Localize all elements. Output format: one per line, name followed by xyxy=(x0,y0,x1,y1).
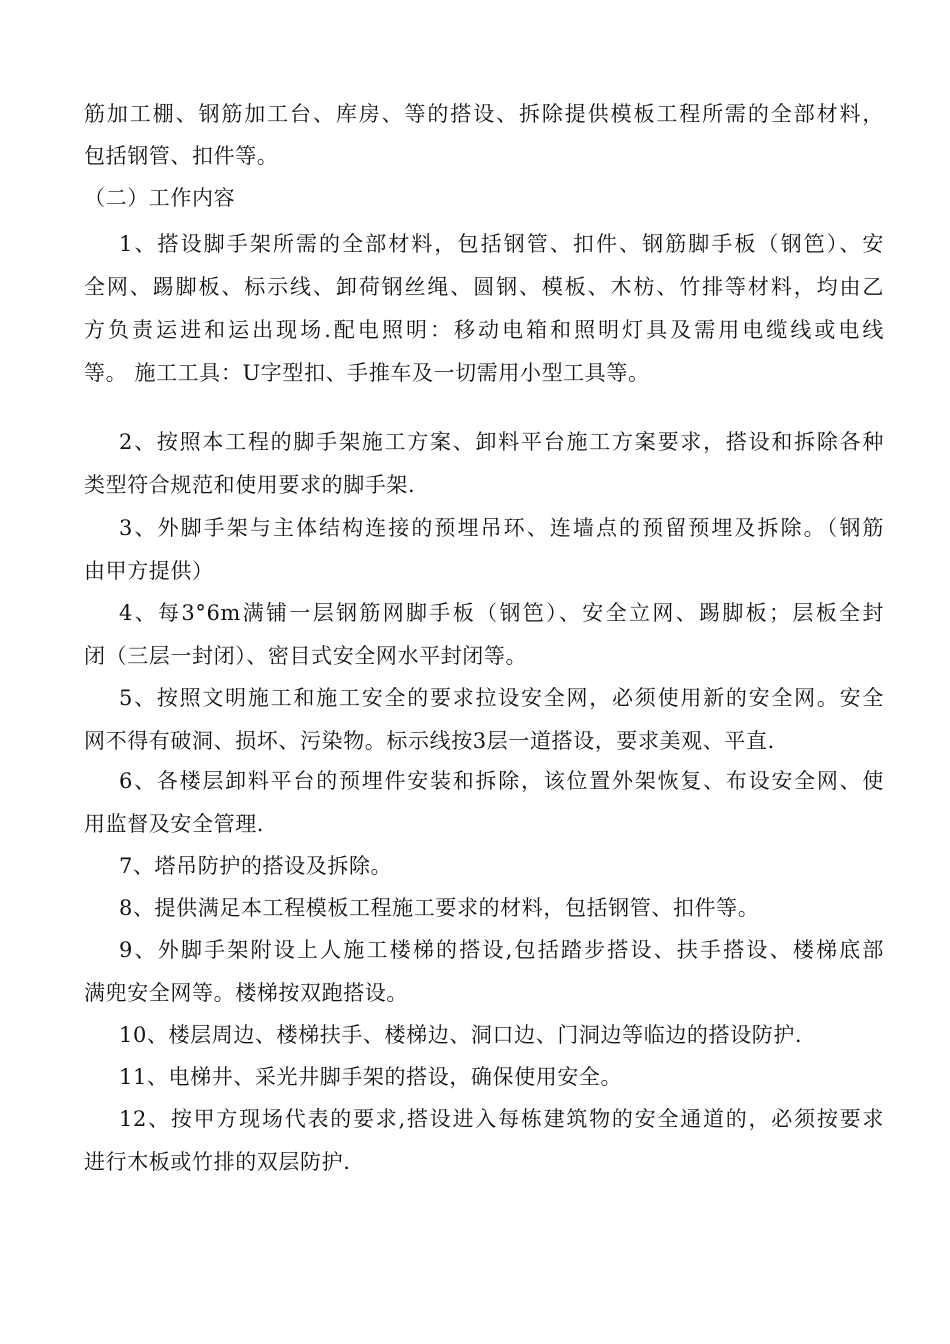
section-heading: （二）工作内容 xyxy=(84,186,236,210)
paragraph-line: 类型符合规范和使用要求的脚手架. xyxy=(84,473,416,497)
paragraph-line: 满兜安全网等。楼梯按双跑搭设。 xyxy=(84,981,408,1005)
paragraph-line: 7、塔吊防护的搭设及拆除。 xyxy=(119,854,393,878)
paragraph-line: 包括钢管、扣件等。 xyxy=(84,144,279,168)
paragraph-line: 9、外脚手架附设上人施工楼梯的搭设,包括踏步搭设、扶手搭设、楼梯底部 xyxy=(119,938,884,962)
paragraph-line: 4、每3°6m满铺一层钢筋网脚手板（钢笆）、安全立网、踢脚板；层板全封 xyxy=(119,601,884,625)
paragraph-line: 12、按甲方现场代表的要求,搭设进入每栋建筑物的安全通道的，必须按要求 xyxy=(119,1107,884,1131)
paragraph-line: 进行木板或竹排的双层防护. xyxy=(84,1150,351,1174)
paragraph-line: 全网、踢脚板、标示线、卸荷钢丝绳、圆钢、模板、木枋、竹排等材料，均由乙 xyxy=(84,275,884,299)
paragraph-line: 1、搭设脚手架所需的全部材料，包括钢管、扣件、钢筋脚手板（钢笆）、安 xyxy=(119,232,884,256)
paragraph-line: 用监督及安全管理. xyxy=(84,812,265,836)
paragraph-line: 11、电梯井、采光井脚手架的搭设，确保使用安全。 xyxy=(119,1065,623,1089)
paragraph-line: 10、楼层周边、楼梯扶手、楼梯边、洞口边、门洞边等临边的搭设防护. xyxy=(119,1023,803,1047)
paragraph-line: 闭（三层一封闭）、密目式安全网水平封闭等。 xyxy=(84,644,528,668)
paragraph-line: 8、提供满足本工程模板工程施工要求的材料，包括钢管、扣件等。 xyxy=(119,896,760,920)
paragraph-line: 网不得有破洞、损坏、污染物。标示线按3层一道搭设，要求美观、平直. xyxy=(84,729,775,753)
paragraph-line: 2、按照本工程的脚手架施工方案、卸料平台施工方案要求，搭设和拆除各种 xyxy=(119,430,884,454)
paragraph-line: 等。 施工工具：U字型扣、手推车及一切需用小型工具等。 xyxy=(84,361,650,385)
paragraph-line: 筋加工棚、钢筋加工台、库房、等的搭设、拆除提供模板工程所需的全部材料， xyxy=(84,102,884,126)
paragraph-line: 6、各楼层卸料平台的预埋件安装和拆除，该位置外架恢复、布设安全网、使 xyxy=(119,769,884,793)
paragraph-line: 由甲方提供） xyxy=(84,559,214,583)
paragraph-line: 3、外脚手架与主体结构连接的预埋吊环、连墙点的预留预埋及拆除。（钢筋 xyxy=(119,516,884,540)
paragraph-line: 5、按照文明施工和施工安全的要求拉设安全网，必须使用新的安全网。安全 xyxy=(119,686,884,710)
paragraph-line: 方负责运进和运出现场.配电照明：移动电箱和照明灯具及需用电缆线或电线 xyxy=(84,318,884,342)
